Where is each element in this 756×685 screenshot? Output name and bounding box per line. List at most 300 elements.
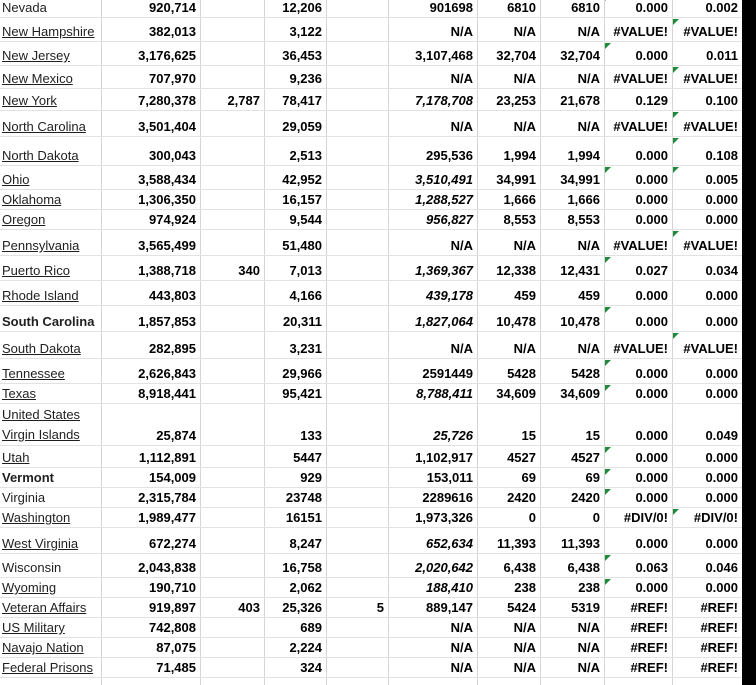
table-cell[interactable] [101,190,200,210]
table-cell[interactable] [200,384,264,404]
table-cell[interactable] [326,281,388,306]
table-cell[interactable] [540,66,604,89]
row-label-cell[interactable] [0,468,101,488]
table-cell[interactable] [672,598,742,618]
table-cell[interactable] [604,256,672,281]
table-cell[interactable] [477,230,540,256]
row-label-cell[interactable] [0,578,101,598]
table-cell[interactable] [540,42,604,66]
table-cell[interactable] [604,66,672,89]
table-cell[interactable] [604,111,672,137]
table-cell[interactable] [326,384,388,404]
table-cell[interactable] [326,554,388,578]
table-cell[interactable] [477,42,540,66]
table-cell[interactable] [326,166,388,190]
table-cell[interactable] [200,89,264,111]
table-cell[interactable] [540,281,604,306]
table-cell[interactable] [264,359,326,384]
table-cell[interactable] [477,137,540,166]
table-cell[interactable] [477,618,540,638]
table-cell[interactable] [200,508,264,528]
table-cell[interactable] [326,578,388,598]
table-cell[interactable] [200,598,264,618]
table-cell[interactable] [672,256,742,281]
table-cell[interactable] [326,658,388,678]
table-cell[interactable] [672,404,742,446]
table-cell[interactable] [672,638,742,658]
row-label-cell[interactable] [0,554,101,578]
table-cell[interactable] [200,554,264,578]
table-cell[interactable] [604,190,672,210]
table-cell[interactable] [540,111,604,137]
table-cell[interactable] [540,578,604,598]
table-cell[interactable] [264,332,326,359]
table-cell[interactable] [388,508,477,528]
table-cell[interactable] [477,111,540,137]
table-cell[interactable] [388,0,477,18]
table-cell[interactable] [326,230,388,256]
table-cell[interactable] [101,111,200,137]
row-label-cell[interactable] [0,281,101,306]
error-indicator-icon[interactable] [605,555,611,561]
row-label-cell[interactable] [0,111,101,137]
table-cell[interactable] [477,384,540,404]
error-indicator-icon[interactable] [673,333,679,339]
table-cell[interactable] [604,210,672,230]
table-cell[interactable] [101,554,200,578]
table-cell[interactable] [388,18,477,42]
table-cell[interactable] [540,332,604,359]
table-cell[interactable] [540,384,604,404]
table-cell[interactable] [200,66,264,89]
table-cell[interactable] [200,638,264,658]
error-indicator-icon[interactable] [605,360,611,366]
row-label-cell[interactable] [0,446,101,468]
table-cell[interactable] [200,190,264,210]
error-indicator-icon[interactable] [673,167,679,173]
table-cell[interactable] [604,508,672,528]
table-cell[interactable] [101,66,200,89]
table-cell[interactable] [477,468,540,488]
row-label-cell[interactable] [0,66,101,89]
table-cell[interactable] [477,332,540,359]
table-cell[interactable] [326,359,388,384]
table-cell[interactable] [326,256,388,281]
table-cell[interactable] [477,638,540,658]
table-cell[interactable] [388,384,477,404]
table-cell[interactable] [200,578,264,598]
table-cell[interactable] [326,508,388,528]
table-cell[interactable] [388,618,477,638]
table-cell[interactable] [388,658,477,678]
table-cell[interactable] [672,190,742,210]
table-cell[interactable] [200,281,264,306]
table-cell[interactable] [388,554,477,578]
table-cell[interactable] [200,446,264,468]
table-cell[interactable] [264,0,326,18]
table-cell[interactable] [326,190,388,210]
table-cell[interactable] [604,166,672,190]
row-label-cell[interactable] [0,384,101,404]
table-cell[interactable] [200,306,264,332]
table-cell[interactable] [672,42,742,66]
table-cell[interactable] [264,446,326,468]
table-cell[interactable] [604,404,672,446]
row-label-cell[interactable] [0,404,101,446]
table-cell[interactable] [604,18,672,42]
table-cell[interactable] [264,508,326,528]
table-cell[interactable] [388,578,477,598]
table-cell[interactable] [326,528,388,554]
error-indicator-icon[interactable] [673,231,679,237]
table-cell[interactable] [101,210,200,230]
table-cell[interactable] [604,306,672,332]
table-cell[interactable] [672,658,742,678]
table-cell[interactable] [477,488,540,508]
error-indicator-icon[interactable] [673,67,679,73]
table-cell[interactable] [101,42,200,66]
row-label-cell[interactable] [0,42,101,66]
table-cell[interactable] [101,256,200,281]
table-cell[interactable] [604,42,672,66]
table-cell[interactable] [388,468,477,488]
table-cell[interactable] [477,508,540,528]
table-cell[interactable] [388,66,477,89]
error-indicator-icon[interactable] [673,19,679,25]
row-label-cell[interactable] [0,306,101,332]
table-cell[interactable] [101,404,200,446]
table-cell[interactable] [604,0,672,18]
table-cell[interactable] [388,404,477,446]
table-cell[interactable] [388,528,477,554]
table-cell[interactable] [200,359,264,384]
table-cell[interactable] [477,166,540,190]
table-cell[interactable] [604,578,672,598]
table-cell[interactable] [326,306,388,332]
table-cell[interactable] [388,230,477,256]
table-cell[interactable] [101,359,200,384]
table-cell[interactable] [604,281,672,306]
table-cell[interactable] [264,554,326,578]
row-label-cell[interactable] [0,18,101,42]
row-label-cell[interactable] [0,658,101,678]
table-cell[interactable] [672,18,742,42]
table-cell[interactable] [101,638,200,658]
table-cell[interactable] [388,256,477,281]
table-cell[interactable] [672,384,742,404]
table-cell[interactable] [326,404,388,446]
error-indicator-icon[interactable] [605,579,611,585]
table-cell[interactable] [388,332,477,359]
table-cell[interactable] [672,528,742,554]
table-cell[interactable] [672,446,742,468]
row-label-cell[interactable] [0,89,101,111]
table-cell[interactable] [326,446,388,468]
table-cell[interactable] [200,230,264,256]
table-cell[interactable] [540,256,604,281]
table-cell[interactable] [326,66,388,89]
table-cell[interactable] [326,488,388,508]
table-cell[interactable] [101,446,200,468]
table-cell[interactable] [540,359,604,384]
table-cell[interactable] [477,256,540,281]
table-cell[interactable] [604,598,672,618]
table-cell[interactable] [264,18,326,42]
table-cell[interactable] [388,111,477,137]
table-cell[interactable] [672,281,742,306]
table-cell[interactable] [101,166,200,190]
table-cell[interactable] [477,306,540,332]
error-indicator-icon[interactable] [673,112,679,118]
table-cell[interactable] [604,137,672,166]
table-cell[interactable] [101,578,200,598]
table-cell[interactable] [540,488,604,508]
table-cell[interactable] [477,578,540,598]
row-label-cell[interactable] [0,488,101,508]
table-cell[interactable] [477,281,540,306]
table-cell[interactable] [540,508,604,528]
table-cell[interactable] [264,578,326,598]
table-cell[interactable] [540,89,604,111]
table-cell[interactable] [200,468,264,488]
table-cell[interactable] [264,638,326,658]
table-cell[interactable] [540,137,604,166]
table-cell[interactable] [200,111,264,137]
table-cell[interactable] [264,618,326,638]
table-cell[interactable] [540,306,604,332]
table-cell[interactable] [672,554,742,578]
table-cell[interactable] [101,306,200,332]
table-cell[interactable] [326,89,388,111]
table-cell[interactable] [264,404,326,446]
table-cell[interactable] [604,384,672,404]
table-cell[interactable] [540,554,604,578]
table-cell[interactable] [604,468,672,488]
table-cell[interactable] [326,638,388,658]
table-cell[interactable] [200,210,264,230]
table-cell[interactable] [264,166,326,190]
table-cell[interactable] [200,166,264,190]
table-cell[interactable] [326,42,388,66]
table-cell[interactable] [604,332,672,359]
table-cell[interactable] [101,137,200,166]
table-cell[interactable] [540,618,604,638]
table-cell[interactable] [264,42,326,66]
row-label-cell[interactable] [0,332,101,359]
table-cell[interactable] [326,111,388,137]
table-cell[interactable] [604,359,672,384]
table-cell[interactable] [388,89,477,111]
table-cell[interactable] [672,578,742,598]
table-cell[interactable] [326,210,388,230]
table-cell[interactable] [540,658,604,678]
table-cell[interactable] [672,359,742,384]
error-indicator-icon[interactable] [605,43,611,49]
table-cell[interactable] [200,18,264,42]
table-cell[interactable] [264,306,326,332]
table-cell[interactable] [101,618,200,638]
table-cell[interactable] [388,306,477,332]
table-cell[interactable] [540,404,604,446]
table-cell[interactable] [264,468,326,488]
table-cell[interactable] [477,528,540,554]
error-indicator-icon[interactable] [673,138,679,144]
error-indicator-icon[interactable] [605,447,611,453]
table-cell[interactable] [388,638,477,658]
error-indicator-icon[interactable] [605,0,611,1]
table-cell[interactable] [388,190,477,210]
table-cell[interactable] [540,468,604,488]
row-label-cell[interactable] [0,230,101,256]
table-cell[interactable] [540,190,604,210]
table-cell[interactable] [200,0,264,18]
row-label-cell[interactable] [0,0,101,18]
table-cell[interactable] [388,281,477,306]
table-cell[interactable] [477,210,540,230]
table-cell[interactable] [672,166,742,190]
table-cell[interactable] [200,42,264,66]
table-cell[interactable] [388,359,477,384]
row-label-cell[interactable] [0,210,101,230]
table-cell[interactable] [540,528,604,554]
table-cell[interactable] [264,384,326,404]
table-cell[interactable] [388,446,477,468]
table-cell[interactable] [604,488,672,508]
table-cell[interactable] [672,210,742,230]
table-cell[interactable] [604,658,672,678]
row-label-cell[interactable] [0,508,101,528]
table-cell[interactable] [101,18,200,42]
table-cell[interactable] [264,256,326,281]
table-cell[interactable] [326,332,388,359]
table-cell[interactable] [477,404,540,446]
table-cell[interactable] [264,658,326,678]
table-cell[interactable] [200,256,264,281]
table-cell[interactable] [264,137,326,166]
row-label-cell[interactable] [0,638,101,658]
table-cell[interactable] [101,598,200,618]
table-cell[interactable] [200,332,264,359]
table-cell[interactable] [264,230,326,256]
table-cell[interactable] [540,0,604,18]
error-indicator-icon[interactable] [605,167,611,173]
error-indicator-icon[interactable] [605,307,611,313]
table-cell[interactable] [672,66,742,89]
table-cell[interactable] [477,554,540,578]
table-cell[interactable] [388,598,477,618]
table-cell[interactable] [604,89,672,111]
table-cell[interactable] [264,190,326,210]
error-indicator-icon[interactable] [605,469,611,475]
table-cell[interactable] [672,468,742,488]
table-cell[interactable] [200,137,264,166]
table-cell[interactable] [326,598,388,618]
table-cell[interactable] [200,618,264,638]
error-indicator-icon[interactable] [605,257,611,263]
table-cell[interactable] [326,137,388,166]
table-cell[interactable] [672,488,742,508]
table-cell[interactable] [200,404,264,446]
table-cell[interactable] [101,508,200,528]
table-cell[interactable] [388,137,477,166]
table-cell[interactable] [604,230,672,256]
table-cell[interactable] [604,554,672,578]
table-cell[interactable] [477,66,540,89]
table-cell[interactable] [477,190,540,210]
table-cell[interactable] [101,0,200,18]
table-cell[interactable] [604,618,672,638]
table-cell[interactable] [101,332,200,359]
table-cell[interactable] [388,42,477,66]
table-cell[interactable] [540,210,604,230]
table-cell[interactable] [264,89,326,111]
error-indicator-icon[interactable] [605,489,611,495]
table-cell[interactable] [477,89,540,111]
table-cell[interactable] [477,359,540,384]
table-cell[interactable] [604,528,672,554]
table-cell[interactable] [540,446,604,468]
table-cell[interactable] [264,488,326,508]
table-cell[interactable] [540,598,604,618]
table-cell[interactable] [540,638,604,658]
error-indicator-icon[interactable] [605,385,611,391]
table-cell[interactable] [672,306,742,332]
error-indicator-icon[interactable] [673,509,679,515]
table-cell[interactable] [540,18,604,42]
table-cell[interactable] [672,332,742,359]
table-cell[interactable] [326,618,388,638]
row-label-cell[interactable] [0,137,101,166]
row-label-cell[interactable] [0,190,101,210]
table-cell[interactable] [264,66,326,89]
table-cell[interactable] [200,528,264,554]
row-label-cell[interactable] [0,359,101,384]
table-cell[interactable] [672,230,742,256]
table-cell[interactable] [264,210,326,230]
table-cell[interactable] [388,166,477,190]
table-cell[interactable] [200,658,264,678]
table-cell[interactable] [388,488,477,508]
table-cell[interactable] [672,618,742,638]
table-cell[interactable] [101,488,200,508]
table-cell[interactable] [101,89,200,111]
table-cell[interactable] [477,0,540,18]
table-cell[interactable] [477,658,540,678]
table-cell[interactable] [672,111,742,137]
table-cell[interactable] [101,281,200,306]
table-cell[interactable] [672,0,742,18]
table-cell[interactable] [540,230,604,256]
table-cell[interactable] [672,137,742,166]
table-cell[interactable] [264,598,326,618]
table-cell[interactable] [101,230,200,256]
table-cell[interactable] [540,166,604,190]
table-cell[interactable] [477,598,540,618]
table-cell[interactable] [672,508,742,528]
row-label-cell[interactable] [0,166,101,190]
table-cell[interactable] [326,18,388,42]
table-cell[interactable] [388,210,477,230]
table-cell[interactable] [477,446,540,468]
table-cell[interactable] [326,468,388,488]
table-cell[interactable] [604,446,672,468]
row-label-cell[interactable] [0,598,101,618]
table-cell[interactable] [200,488,264,508]
table-cell[interactable] [604,638,672,658]
row-label-cell[interactable] [0,256,101,281]
table-cell[interactable] [672,89,742,111]
row-label-cell[interactable] [0,618,101,638]
